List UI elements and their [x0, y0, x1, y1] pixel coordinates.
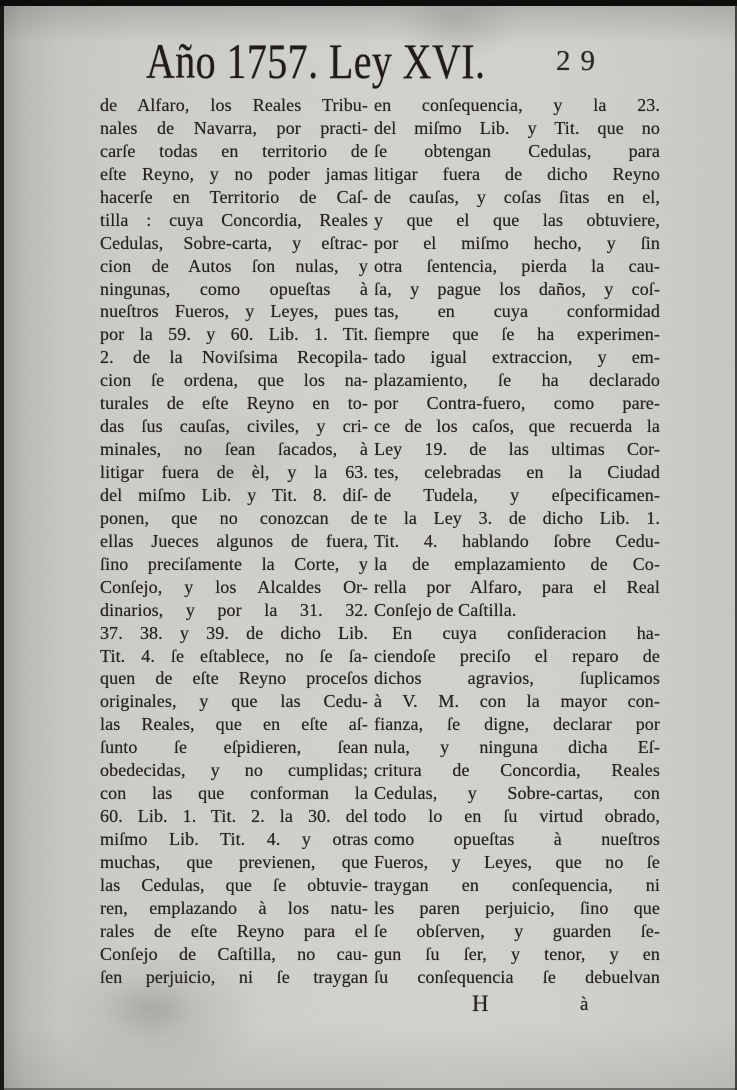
text-line: ſunto ſe eſpidieren, ſean: [100, 737, 368, 758]
text-line: ſiempre que ſe ha experimen-: [374, 324, 660, 345]
text-line: con las que conforman la: [100, 783, 368, 804]
text-line: gun ſu ſer, y tenor, y en: [374, 943, 660, 964]
text-line: y que el que las obtuviere,: [374, 209, 660, 230]
text-line: nueſtros Fueros, y Leyes, pues: [100, 301, 368, 322]
text-line: ſe obtengan Cedulas, para: [374, 140, 660, 161]
text-line: ren, emplazando à los natu-: [100, 897, 368, 918]
text-line: hacerſe en Territorio de Caſ-: [100, 186, 368, 207]
text-line: traygan en conſequencia, ni: [374, 874, 660, 895]
text-line: En cuya conſideracion ha-: [392, 622, 660, 643]
text-line: tilla : cuya Concordia, Reales: [100, 209, 368, 230]
text-line: Cedulas, y Sobre-cartas, con: [374, 783, 660, 804]
text-line: ce de los caſos, que recuerda la: [374, 416, 660, 437]
text-line: ponen, que no conozcan de: [100, 507, 368, 528]
text-line: del miſmo Lib. y Tit. 8. diſ-: [100, 484, 368, 505]
text-line: obedecidas, y no cumplidas;: [100, 760, 368, 781]
text-line: rella por Alfaro, para el Real: [374, 576, 660, 597]
text-line: de cauſas, y coſas ſitas en el,: [374, 186, 660, 207]
text-line: 60. Lib. 1. Tit. 2. la 30. del: [100, 806, 368, 827]
text-columns: [100, 94, 662, 1019]
text-line: litigar fuera de èl, y la 63.: [100, 462, 368, 482]
text-line: turales de eſte Reyno en to-: [100, 393, 368, 414]
text-line: Fueros, y Leyes, que no ſe: [374, 851, 660, 872]
text-line: rales de eſte Reyno para el: [100, 920, 368, 941]
text-line: la de emplazamiento de Co-: [374, 553, 660, 574]
text-line: nales de Navarra, por practi-: [100, 117, 368, 138]
text-line: por el miſmo hecho, y ſin: [374, 232, 660, 253]
page-title: Año 1757. Ley XVI.: [146, 33, 486, 89]
text-line: dichos agravios, ſuplicamos: [374, 668, 660, 689]
text-line: tado igual extraccion, y em-: [374, 347, 660, 368]
text-line: ningunas, como opueſtas à: [100, 278, 368, 299]
text-line: nula, y ninguna dicha Eſ-: [374, 737, 660, 758]
text-line: otra ſentencia, pierda la cau-: [374, 255, 660, 276]
text-line: las Cedulas, que ſe obtuvie-: [100, 874, 368, 895]
text-line: minales, no ſean ſacados, à: [100, 439, 368, 460]
text-line: originales, y que las Cedu-: [100, 691, 368, 712]
text-line: por la 59. y 60. Lib. 1. Tit.: [100, 324, 368, 345]
text-line: de Tudela, y eſpecificamen-: [374, 484, 660, 505]
text-line: critura de Concordia, Reales: [374, 760, 660, 781]
text-line: 37. 38. y 39. de dicho Lib.: [100, 622, 368, 643]
text-line: tes, celebradas en la Ciudad: [374, 462, 660, 482]
text-line: de Alfaro, los Reales Tribu-: [100, 95, 368, 115]
text-line: ciendoſe preciſo el reparo de: [374, 645, 660, 666]
right-column-lines: [374, 94, 660, 989]
text-line: en conſequencia, y la 23.: [374, 95, 660, 115]
text-line: Tit. 4. ſe eſtablece, no ſe ſa-: [100, 645, 368, 666]
text-line: del miſmo Lib. y Tit. que no: [374, 117, 660, 138]
text-line: 2. de la Noviſsima Recopila-: [100, 347, 368, 368]
text-line: Ley 19. de las ultimas Cor-: [374, 439, 660, 460]
text-line: muchas, que previenen, que: [100, 851, 368, 872]
text-line: Conſejo de Caſtilla.: [374, 599, 517, 620]
left-column: [100, 94, 368, 1019]
page-number: 29: [556, 45, 605, 77]
text-line: Tit. 4. hablando ſobre Cedu-: [374, 530, 660, 551]
text-line: ſu conſequencia ſe debuelvan: [374, 966, 660, 987]
text-line: miſmo Lib. Tit. 4. y otras: [100, 829, 368, 849]
catchword: à: [580, 993, 589, 1015]
text-line: ſino preciſamente la Corte, y: [100, 553, 368, 574]
text-line: quen de eſte Reyno proceſos: [100, 668, 368, 689]
text-line: les paren perjuicio, ſino que: [374, 897, 660, 918]
right-column: [374, 94, 660, 1019]
text-line: dinarios, y por la 31. 32.: [100, 599, 368, 620]
footer-line: [374, 991, 660, 1019]
text-line: carſe todas en territorio de: [100, 140, 368, 161]
text-line: plazamiento, ſe ha declarado: [374, 370, 660, 391]
text-line: eſte Reyno, y no poder jamas: [100, 163, 368, 184]
text-line: litigar fuera de dicho Reyno: [374, 163, 660, 184]
text-line: ellas Jueces algunos de fuera,: [100, 530, 368, 551]
text-line: como opueſtas à nueſtros: [374, 829, 660, 849]
text-line: las Reales, que en eſte aſ-: [100, 714, 368, 735]
text-line: Conſejo, y los Alcaldes Or-: [100, 576, 368, 597]
text-line: ſen perjuicio, ni ſe traygan: [100, 966, 368, 987]
text-line: te la Ley 3. de dicho Lib. 1.: [374, 507, 660, 528]
text-line: Conſejo de Caſtilla, no cau-: [100, 943, 368, 964]
text-line: cion de Autos ſon nulas, y: [100, 255, 368, 276]
text-line: das ſus cauſas, civiles, y cri-: [100, 416, 368, 437]
signature-mark: H: [472, 990, 489, 1016]
text-line: tas, en cuya conformidad: [374, 301, 660, 322]
text-line: cion ſe ordena, que los na-: [100, 370, 368, 391]
text-line: Cedulas, Sobre-carta, y eſtrac-: [100, 232, 368, 253]
text-line: fianza, ſe digne, declarar por: [374, 714, 660, 735]
text-line: à V. M. con la mayor con-: [374, 691, 660, 712]
text-line: ſa, y pague los daños, y coſ-: [374, 278, 660, 299]
text-line: todo lo en ſu virtud obrado,: [374, 806, 660, 827]
text-line: por Contra-fuero, como pare-: [374, 393, 660, 414]
text-line: ſe obſerven, y guarden ſe-: [374, 920, 660, 941]
